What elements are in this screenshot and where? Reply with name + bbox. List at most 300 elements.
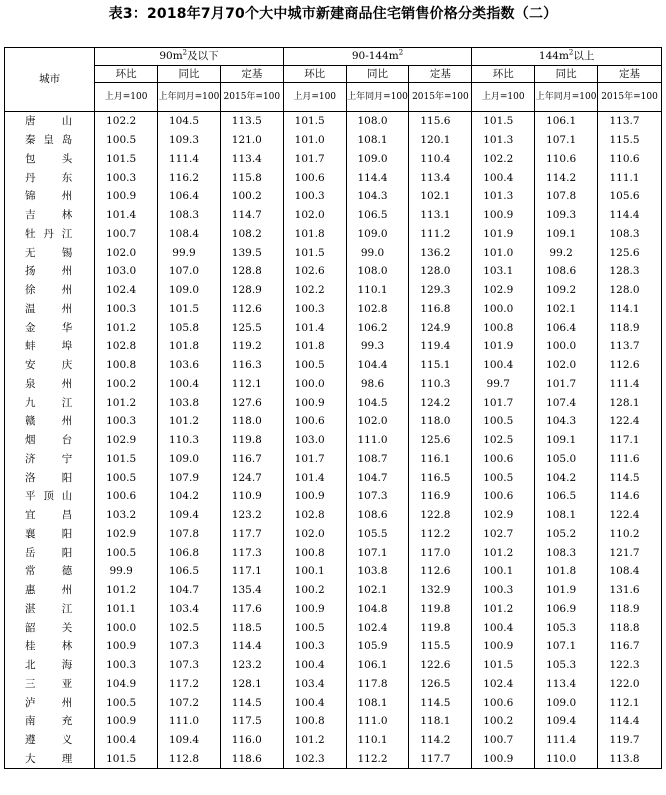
index-value: 102.4 — [346, 618, 409, 637]
page-title: 表3：2018年7月70个大中城市新建商品住宅销售价格分类指数（二） — [108, 6, 558, 22]
index-value: 109.2 — [535, 281, 598, 300]
index-value: 101.5 — [95, 150, 158, 169]
index-value: 101.3 — [472, 187, 535, 206]
index-value: 114.4 — [598, 206, 662, 225]
city-name: 锦州 — [5, 187, 95, 206]
index-value: 102.2 — [472, 150, 535, 169]
city-name: 无锡 — [5, 243, 95, 262]
index-value: 100.8 — [95, 356, 158, 375]
index-type-header: 定基 — [409, 66, 472, 83]
index-value: 101.8 — [283, 225, 346, 244]
index-value: 102.5 — [158, 618, 221, 637]
index-value: 122.6 — [409, 656, 472, 675]
index-value: 114.1 — [598, 300, 662, 319]
index-value: 111.2 — [409, 225, 472, 244]
index-value: 103.4 — [283, 675, 346, 694]
index-value: 100.9 — [95, 712, 158, 731]
index-value: 122.8 — [409, 506, 472, 525]
city-name: 蚌埠 — [5, 337, 95, 356]
index-value: 106.5 — [346, 206, 409, 225]
index-value: 119.8 — [409, 618, 472, 637]
index-type-header: 环比 — [95, 66, 158, 83]
index-value: 116.7 — [220, 450, 283, 469]
city-name: 三亚 — [5, 675, 95, 694]
table-row — [5, 543, 662, 562]
table-row — [5, 356, 662, 375]
city-name: 唐山 — [5, 112, 95, 131]
index-value: 104.3 — [535, 412, 598, 431]
index-value: 112.1 — [220, 375, 283, 394]
index-value: 101.5 — [95, 450, 158, 469]
index-value: 110.3 — [409, 375, 472, 394]
index-value: 108.7 — [346, 450, 409, 469]
index-value: 100.6 — [283, 412, 346, 431]
index-value: 115.6 — [409, 112, 472, 131]
index-value: 109.1 — [535, 225, 598, 244]
index-value: 100.4 — [158, 375, 221, 394]
index-value: 114.6 — [598, 487, 662, 506]
index-value: 109.3 — [535, 206, 598, 225]
index-value: 100.5 — [283, 356, 346, 375]
index-value: 117.5 — [220, 712, 283, 731]
index-value: 107.4 — [535, 393, 598, 412]
index-value: 116.8 — [409, 300, 472, 319]
index-value: 101.5 — [283, 243, 346, 262]
index-value: 103.8 — [158, 393, 221, 412]
table-row — [5, 187, 662, 206]
index-value: 118.0 — [220, 412, 283, 431]
index-type-header: 环比 — [472, 66, 535, 83]
table-row — [5, 487, 662, 506]
table-row — [5, 112, 662, 131]
city-name: 宜昌 — [5, 506, 95, 525]
index-value: 129.3 — [409, 281, 472, 300]
index-value: 110.0 — [535, 750, 598, 769]
index-value: 100.5 — [95, 468, 158, 487]
index-value: 102.0 — [95, 243, 158, 262]
index-value: 107.3 — [158, 637, 221, 656]
index-value: 111.0 — [158, 712, 221, 731]
index-value: 120.1 — [409, 131, 472, 150]
index-value: 124.9 — [409, 318, 472, 337]
index-value: 102.7 — [472, 525, 535, 544]
index-value: 105.5 — [346, 525, 409, 544]
index-value: 108.3 — [158, 206, 221, 225]
index-value: 105.2 — [535, 525, 598, 544]
index-value: 113.1 — [409, 206, 472, 225]
city-name: 徐州 — [5, 281, 95, 300]
index-value: 128.9 — [220, 281, 283, 300]
index-value: 104.7 — [346, 468, 409, 487]
index-value: 119.4 — [409, 337, 472, 356]
index-value: 107.8 — [158, 525, 221, 544]
index-value: 100.6 — [95, 487, 158, 506]
index-value: 128.8 — [220, 262, 283, 281]
index-value: 116.0 — [220, 731, 283, 750]
index-value: 111.4 — [535, 731, 598, 750]
index-value: 104.7 — [158, 581, 221, 600]
index-value: 110.1 — [346, 281, 409, 300]
index-value: 102.3 — [283, 750, 346, 769]
table-row — [5, 225, 662, 244]
index-value: 110.6 — [598, 150, 662, 169]
index-value: 114.4 — [598, 712, 662, 731]
index-type-header: 同比 — [535, 66, 598, 83]
index-value: 102.4 — [472, 675, 535, 694]
index-value: 100.8 — [283, 712, 346, 731]
index-value: 102.9 — [95, 431, 158, 450]
index-value: 100.9 — [472, 206, 535, 225]
index-value: 101.3 — [472, 131, 535, 150]
index-value: 110.6 — [535, 150, 598, 169]
index-value: 107.3 — [158, 656, 221, 675]
index-value: 100.9 — [283, 600, 346, 619]
index-value: 122.3 — [598, 656, 662, 675]
index-value: 107.1 — [346, 543, 409, 562]
table-row — [5, 431, 662, 450]
index-value: 122.0 — [598, 675, 662, 694]
index-value: 101.7 — [283, 450, 346, 469]
table-row — [5, 618, 662, 637]
index-value: 128.3 — [598, 262, 662, 281]
table-row — [5, 656, 662, 675]
index-value: 117.6 — [220, 600, 283, 619]
index-value: 100.6 — [283, 168, 346, 187]
index-value: 114.2 — [409, 731, 472, 750]
index-value: 109.1 — [535, 431, 598, 450]
base-period-header: 上月=100 — [283, 83, 346, 112]
index-value: 103.0 — [283, 431, 346, 450]
area-group-header: $144m^2$以上 — [472, 48, 662, 66]
index-value: 114.2 — [535, 168, 598, 187]
index-value: 107.0 — [158, 262, 221, 281]
index-value: 113.7 — [598, 112, 662, 131]
index-value: 100.9 — [283, 393, 346, 412]
index-value: 128.0 — [598, 281, 662, 300]
index-value: 116.2 — [158, 168, 221, 187]
index-value: 110.4 — [409, 150, 472, 169]
index-value: 100.5 — [95, 693, 158, 712]
index-value: 100.8 — [472, 318, 535, 337]
index-type-header: 定基 — [220, 66, 283, 83]
index-value: 119.8 — [220, 431, 283, 450]
table-row — [5, 168, 662, 187]
base-period-header: 上年同月=100 — [158, 83, 221, 112]
index-value: 102.0 — [283, 525, 346, 544]
index-value: 106.8 — [158, 543, 221, 562]
index-value: 117.7 — [220, 525, 283, 544]
index-value: 119.7 — [598, 731, 662, 750]
index-value: 121.7 — [598, 543, 662, 562]
index-value: 101.4 — [283, 318, 346, 337]
city-name: 秦皇岛 — [5, 131, 95, 150]
index-value: 106.1 — [346, 656, 409, 675]
index-value: 101.2 — [472, 600, 535, 619]
index-value: 108.1 — [346, 131, 409, 150]
city-name: 桂林 — [5, 637, 95, 656]
city-name: 丹东 — [5, 168, 95, 187]
index-value: 118.0 — [409, 412, 472, 431]
index-value: 113.7 — [598, 337, 662, 356]
index-value: 99.2 — [535, 243, 598, 262]
index-value: 109.3 — [158, 131, 221, 150]
table-row — [5, 262, 662, 281]
index-value: 117.8 — [346, 675, 409, 694]
base-period-header: 上年同月=100 — [535, 83, 598, 112]
index-value: 101.2 — [95, 581, 158, 600]
city-name: 赣州 — [5, 412, 95, 431]
index-value: 114.5 — [220, 693, 283, 712]
index-value: 100.5 — [283, 618, 346, 637]
index-value: 100.3 — [95, 300, 158, 319]
table-row — [5, 637, 662, 656]
index-value: 111.6 — [598, 450, 662, 469]
table-row — [5, 581, 662, 600]
area-group-header: $90-144m^2$ — [283, 48, 472, 66]
index-value: 103.8 — [346, 562, 409, 581]
index-value: 112.2 — [346, 750, 409, 769]
index-value: 109.0 — [158, 450, 221, 469]
city-name: 岳阳 — [5, 543, 95, 562]
city-name: 襄阳 — [5, 525, 95, 544]
index-value: 100.8 — [283, 543, 346, 562]
index-value: 101.2 — [95, 318, 158, 337]
index-value: 101.5 — [158, 300, 221, 319]
index-value: 119.8 — [409, 600, 472, 619]
index-value: 113.8 — [598, 750, 662, 769]
index-value: 107.1 — [535, 131, 598, 150]
index-value: 100.5 — [472, 412, 535, 431]
table-row — [5, 468, 662, 487]
index-value: 128.1 — [220, 675, 283, 694]
index-value: 99.0 — [346, 243, 409, 262]
index-value: 128.1 — [598, 393, 662, 412]
index-value: 100.4 — [472, 168, 535, 187]
table-row — [5, 300, 662, 319]
index-value: 109.4 — [158, 731, 221, 750]
index-type-header: 环比 — [283, 66, 346, 83]
index-value: 100.6 — [472, 693, 535, 712]
city-name: 牡丹江 — [5, 225, 95, 244]
index-value: 108.4 — [598, 562, 662, 581]
index-value: 118.5 — [220, 618, 283, 637]
table-header — [5, 48, 662, 112]
index-value: 116.1 — [409, 450, 472, 469]
index-value: 111.0 — [346, 431, 409, 450]
index-value: 100.5 — [95, 543, 158, 562]
table-row — [5, 675, 662, 694]
index-value: 103.1 — [472, 262, 535, 281]
index-value: 100.9 — [472, 637, 535, 656]
index-value: 101.1 — [95, 600, 158, 619]
index-value: 105.6 — [598, 187, 662, 206]
index-value: 104.3 — [346, 187, 409, 206]
index-value: 128.0 — [409, 262, 472, 281]
index-value: 109.0 — [158, 281, 221, 300]
index-value: 100.5 — [472, 468, 535, 487]
city-name: 平顶山 — [5, 487, 95, 506]
index-value: 101.4 — [95, 206, 158, 225]
city-name: 烟台 — [5, 431, 95, 450]
index-value: 111.4 — [598, 375, 662, 394]
index-value: 100.3 — [95, 656, 158, 675]
city-name: 泉州 — [5, 375, 95, 394]
index-value: 114.7 — [220, 206, 283, 225]
index-value: 108.3 — [535, 543, 598, 562]
city-name: 温州 — [5, 300, 95, 319]
index-value: 100.0 — [95, 618, 158, 637]
table-row — [5, 693, 662, 712]
index-value: 103.4 — [158, 600, 221, 619]
base-period-header: 上年同月=100 — [346, 83, 409, 112]
index-value: 104.5 — [158, 112, 221, 131]
index-value: 101.8 — [158, 337, 221, 356]
index-value: 100.3 — [283, 300, 346, 319]
table-row — [5, 412, 662, 431]
index-value: 108.4 — [158, 225, 221, 244]
index-value: 108.1 — [535, 506, 598, 525]
index-value: 114.4 — [220, 637, 283, 656]
index-value: 124.2 — [409, 393, 472, 412]
index-value: 111.4 — [158, 150, 221, 169]
index-value: 111.0 — [346, 712, 409, 731]
index-value: 102.4 — [95, 281, 158, 300]
table-row — [5, 600, 662, 619]
index-value: 100.6 — [472, 450, 535, 469]
index-value: 109.0 — [346, 225, 409, 244]
index-value: 102.1 — [346, 581, 409, 600]
index-value: 110.3 — [158, 431, 221, 450]
index-value: 112.6 — [598, 356, 662, 375]
index-value: 106.9 — [535, 600, 598, 619]
index-value: 112.6 — [409, 562, 472, 581]
city-name: 常德 — [5, 562, 95, 581]
index-value: 100.7 — [472, 731, 535, 750]
table-row — [5, 243, 662, 262]
index-type-header: 同比 — [346, 66, 409, 83]
index-value: 121.0 — [220, 131, 283, 150]
city-name: 遵义 — [5, 731, 95, 750]
index-value: 125.6 — [409, 431, 472, 450]
index-value: 125.5 — [220, 318, 283, 337]
index-value: 104.2 — [535, 468, 598, 487]
index-value: 101.9 — [472, 225, 535, 244]
index-value: 111.1 — [598, 168, 662, 187]
index-value: 101.7 — [283, 150, 346, 169]
table-row — [5, 281, 662, 300]
index-value: 112.8 — [158, 750, 221, 769]
base-period-header: 2015年=100 — [598, 83, 662, 112]
table-row — [5, 393, 662, 412]
index-value: 114.4 — [346, 168, 409, 187]
city-name: 湛江 — [5, 600, 95, 619]
index-value: 106.5 — [158, 562, 221, 581]
table-row — [5, 525, 662, 544]
city-name: 韶关 — [5, 618, 95, 637]
index-value: 112.2 — [409, 525, 472, 544]
table-row — [5, 150, 662, 169]
index-value: 102.5 — [472, 431, 535, 450]
table-row — [5, 506, 662, 525]
index-value: 108.0 — [346, 262, 409, 281]
index-value: 118.6 — [220, 750, 283, 769]
city-name: 大理 — [5, 750, 95, 769]
index-value: 101.5 — [472, 656, 535, 675]
index-value: 100.2 — [220, 187, 283, 206]
base-period-header: 2015年=100 — [220, 83, 283, 112]
index-value: 103.6 — [158, 356, 221, 375]
index-value: 102.0 — [535, 356, 598, 375]
index-value: 102.8 — [346, 300, 409, 319]
index-value: 101.5 — [95, 750, 158, 769]
index-value: 105.3 — [535, 618, 598, 637]
index-value: 101.4 — [283, 468, 346, 487]
index-value: 99.3 — [346, 337, 409, 356]
index-value: 118.8 — [598, 618, 662, 637]
index-value: 115.1 — [409, 356, 472, 375]
index-value: 109.4 — [158, 506, 221, 525]
index-value: 110.1 — [346, 731, 409, 750]
city-name: 金华 — [5, 318, 95, 337]
index-value: 127.6 — [220, 393, 283, 412]
city-name: 扬州 — [5, 262, 95, 281]
index-value: 116.9 — [409, 487, 472, 506]
index-value: 101.9 — [472, 337, 535, 356]
index-value: 100.4 — [283, 693, 346, 712]
index-value: 100.4 — [472, 618, 535, 637]
index-value: 110.2 — [598, 525, 662, 544]
index-value: 105.9 — [346, 637, 409, 656]
table-row — [5, 337, 662, 356]
index-value: 109.0 — [346, 150, 409, 169]
index-value: 100.1 — [472, 562, 535, 581]
index-value: 113.5 — [220, 112, 283, 131]
index-value: 124.7 — [220, 468, 283, 487]
index-value: 105.8 — [158, 318, 221, 337]
city-name: 洛阳 — [5, 468, 95, 487]
city-name: 北海 — [5, 656, 95, 675]
index-value: 109.0 — [535, 693, 598, 712]
base-period-header: 上月=100 — [472, 83, 535, 112]
index-value: 113.4 — [220, 150, 283, 169]
area-group-header: $90m^2$及以下 — [95, 48, 284, 66]
city-name: 吉林 — [5, 206, 95, 225]
index-value: 101.2 — [283, 731, 346, 750]
city-name: 惠州 — [5, 581, 95, 600]
index-value: 100.0 — [472, 300, 535, 319]
index-value: 117.0 — [409, 543, 472, 562]
index-value: 100.2 — [472, 712, 535, 731]
index-value: 100.2 — [283, 581, 346, 600]
index-value: 113.4 — [409, 168, 472, 187]
index-value: 112.1 — [598, 693, 662, 712]
city-name: 南充 — [5, 712, 95, 731]
index-value: 101.8 — [283, 337, 346, 356]
index-value: 114.5 — [409, 693, 472, 712]
index-value: 125.6 — [598, 243, 662, 262]
table-row — [5, 750, 662, 769]
index-value: 117.3 — [220, 543, 283, 562]
index-value: 101.9 — [535, 581, 598, 600]
index-value: 100.3 — [283, 637, 346, 656]
index-value: 100.0 — [535, 337, 598, 356]
city-name: 泸州 — [5, 693, 95, 712]
index-value: 122.4 — [598, 506, 662, 525]
index-value: 108.6 — [346, 506, 409, 525]
index-value: 108.3 — [598, 225, 662, 244]
index-type-header: 同比 — [158, 66, 221, 83]
index-value: 136.2 — [409, 243, 472, 262]
